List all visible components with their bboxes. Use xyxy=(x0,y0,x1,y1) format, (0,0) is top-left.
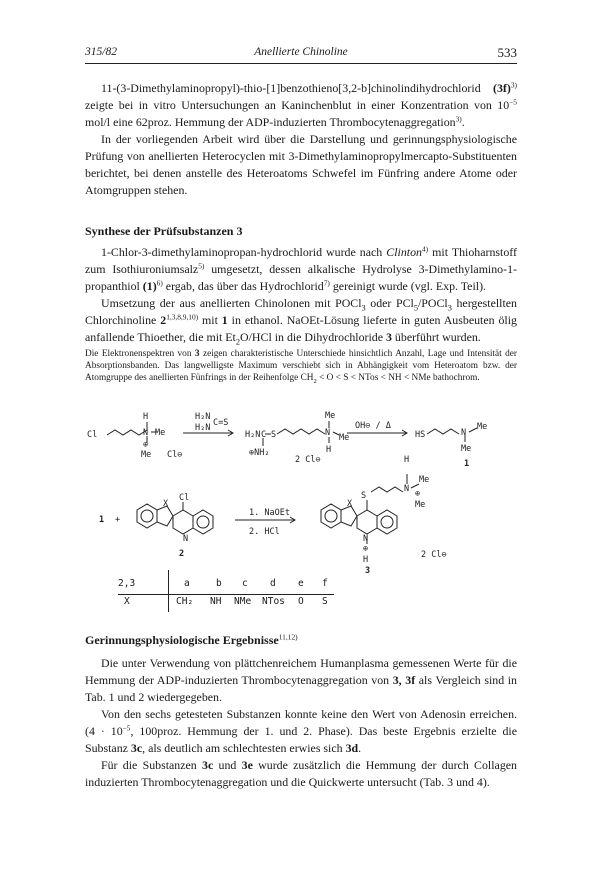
sulfur-label: S xyxy=(271,430,277,440)
methyl-label: Me xyxy=(325,411,336,421)
compound-label: 1 xyxy=(99,515,105,525)
counter-ion: 2 Cl⊖ xyxy=(295,455,321,465)
text: , als deutlich am schlechtesten erwies sich xyxy=(142,741,346,755)
chlorine-label: Cl xyxy=(179,493,190,503)
methyl-label: Me xyxy=(461,444,472,454)
citation: 7) xyxy=(323,278,330,288)
table-row-label: X xyxy=(124,596,130,607)
header-rule xyxy=(85,63,517,64)
nitrogen-label: N xyxy=(143,428,149,438)
positive-charge: ⊕ xyxy=(415,489,421,499)
citation: 3) xyxy=(455,114,462,124)
pharmacology-paragraph-1 xyxy=(85,655,517,706)
section-heading-pharmacology xyxy=(85,633,298,648)
punctuation: . xyxy=(461,115,465,129)
reaction-scheme xyxy=(85,410,517,574)
heteroatom-x: X xyxy=(347,499,353,509)
thiourea-amine: H₂N xyxy=(195,412,211,422)
compound-label: (3f) xyxy=(493,81,511,95)
chain-bond xyxy=(277,429,325,434)
plus-sign: + xyxy=(115,515,121,525)
table-cell: O xyxy=(298,596,304,607)
text: als Vergleich sind in Tab. 1 und 2 wiedergegeben. xyxy=(85,673,517,704)
methyl-label: Me xyxy=(141,450,152,460)
running-header xyxy=(85,46,517,62)
heading-text: Synthese der Prüfsubstanzen xyxy=(85,224,237,238)
text: überführt wurden. xyxy=(391,330,481,344)
table-cell: NMe xyxy=(234,596,252,607)
text: oder PCl xyxy=(365,296,414,310)
isothiuronium-amine: H₂N xyxy=(245,430,261,440)
citation: 4) xyxy=(421,244,429,254)
compound-label: 3, 3f xyxy=(392,673,416,687)
table-head-label: 2,3 xyxy=(118,578,136,589)
table-letter: c xyxy=(242,578,248,589)
exponent: −5 xyxy=(122,723,131,733)
compound-label: (1) xyxy=(142,279,157,293)
compound-label: 1 xyxy=(464,459,470,469)
heteroatom-x: X xyxy=(163,499,169,509)
chlorine-label: Cl xyxy=(87,430,98,440)
table-cell: CH₂ xyxy=(176,596,194,607)
compound-label: 3e xyxy=(241,758,253,772)
methyl-label: Me xyxy=(415,500,426,510)
journal-reference: 315/82 xyxy=(85,46,117,58)
table-letter: f xyxy=(322,578,328,589)
punctuation: . xyxy=(358,741,362,755)
table-cell: NTos xyxy=(262,596,285,607)
counter-ion: 2 Cl⊖ xyxy=(421,550,447,560)
nitrogen-label: N xyxy=(404,484,410,494)
chloride-anion: Cl⊖ xyxy=(167,450,183,460)
subscript: 3 xyxy=(447,303,452,313)
synthesis-paragraph-2 xyxy=(85,295,517,346)
chain-bond xyxy=(107,430,147,435)
page-number: 533 xyxy=(497,45,517,60)
compound-name: 11-(3-Dimethylaminopropyl)-thio-[1]benzothieno[3,2-b]chinolindihydrochlorid xyxy=(101,81,481,95)
pharmacology-paragraph-2 xyxy=(85,706,517,757)
synthesis-section xyxy=(85,244,517,346)
intro-paragraph-1 xyxy=(85,80,517,131)
methyl-label: Me xyxy=(419,475,430,485)
intro-text: zeigte bei in vitro Untersuchungen an Kaninchenblut in einer Konzentration von 10 xyxy=(85,98,510,112)
text: < O < S < NTos < NH < NMe bathochrom. xyxy=(316,373,480,384)
citation: 6) xyxy=(156,278,163,288)
text: umgesetzt, dessen alkalische Hydrolyse 3-Dimethylamino-1-propanthiol xyxy=(85,262,517,293)
compound-label: 3 xyxy=(365,566,371,574)
table-body-row xyxy=(118,594,418,612)
methyl-label: Me xyxy=(477,422,488,432)
citation: 11,12) xyxy=(278,632,298,642)
compound-label: 3d xyxy=(345,741,359,755)
synthesis-paragraph-1 xyxy=(85,244,517,295)
text: , 100proz. Hemmung der 1. und 2. Phase). Das beste Ergebnis erzielte die Substanz xyxy=(85,724,517,755)
compound-label: 3c xyxy=(130,741,143,755)
pharmacology-paragraph-3 xyxy=(85,757,517,791)
sulfur-label: S xyxy=(361,491,367,501)
chain-bond xyxy=(427,429,459,434)
hydrogen-label: H xyxy=(326,445,332,455)
thiol-label: HS xyxy=(415,430,426,440)
text: O/HCl in die Dihydrochloride xyxy=(240,330,386,344)
subscript: 5 xyxy=(413,303,418,313)
intro-paragraph-2: In der vorliegenden Arbeit wird über die Darstellung und gerinnungsphysiologische Prüfung von anellierten Heterocyclen mit 3-Dimethylaminopropylmercapto-Substituenten berichtet, bei denen anstelle des Heteroatoms Schwefel im Fünfring andere Atome oder Atomgruppen stehen. xyxy=(85,132,517,197)
table-letter: e xyxy=(298,578,304,589)
hydrogen-label: H xyxy=(363,555,369,565)
positive-charge: ⊕ xyxy=(143,440,149,450)
heading-text: Gerinnungsphysiologische Ergebnisse xyxy=(85,633,279,647)
pharmacology-section xyxy=(85,655,517,791)
text: zeigen charakteristische Unterschiede hinsichtlich Anzahl, Lage und Intensität der Absorptionsbanden. Das langwelligste Maximum verschiebt sich in Abhängigkeit vom Heteroatom bzw. der Atomgruppe des anellierten Fünfrings in der Reihenfolge CH xyxy=(85,349,517,384)
subscript: 2 xyxy=(235,337,241,347)
text: mit xyxy=(198,313,222,327)
table-letter: a xyxy=(184,578,190,589)
text: Umsetzung der aus anellierten Chinolonen mit POCl xyxy=(101,296,362,310)
subscript: 3 xyxy=(361,303,366,313)
methyl-label: Me xyxy=(155,428,166,438)
heading-number: 3 xyxy=(236,224,243,238)
spectra-note xyxy=(85,348,517,385)
compound-label: 3 xyxy=(194,349,200,359)
compound-label: 2 xyxy=(160,313,167,327)
compound-label: 3c xyxy=(202,758,214,772)
chloroquinoline-structure xyxy=(137,502,213,534)
author-name: Clinton xyxy=(386,245,422,259)
methyl-label: Me xyxy=(339,433,350,443)
citation: 3) xyxy=(510,80,517,90)
text: Die Elektronenspektren von xyxy=(85,349,195,359)
citation: 5) xyxy=(198,261,205,271)
text: 1-Chlor-3-dimethylaminopropan-hydrochlorid wurde nach xyxy=(101,245,387,259)
text: hergestellten Chlorchinoline xyxy=(85,296,518,327)
text: wurde zusätzlich die Hemmung der durch Collagen induzierten Thrombocytenaggregation und die Quickwerte untersucht (Tab. 3 und 4). xyxy=(85,758,517,789)
positive-charge: ⊕ xyxy=(363,544,369,554)
text: in ethanol. NaOEt-Lösung lieferte in guten Ausbeuten ölig anfallende Thioether, die mit Et xyxy=(85,313,517,344)
text: ergab, das über das Hydrochlorid xyxy=(162,279,324,293)
table-cell: NH xyxy=(210,596,222,607)
spectra-note-text xyxy=(85,348,517,385)
text: mit Thioharnstoff zum Isothiuroniumsalz xyxy=(85,245,517,276)
reagent-step-1: 1. NaOEt xyxy=(249,508,290,518)
hydrolysis-reagent: OH⊖ / Δ xyxy=(355,421,391,431)
text: Von den sechs getesteten Substanzen konnte keine den Wert von Adenosin erreichen. (4 · 10 xyxy=(85,707,517,738)
compound-label: 3 xyxy=(386,330,392,344)
table-header-row xyxy=(118,576,418,594)
hydrogen-label: H xyxy=(143,412,149,422)
nitrogen-label: N xyxy=(461,428,467,438)
text: Die unter Verwendung von plättchenreichem Humanplasma gemessenen Werte für die Hemmung der ADP-induzierten Thrombocytenaggregation von xyxy=(85,656,517,687)
text: gereinigt wurde (vgl. Exp. Teil). xyxy=(329,279,487,293)
carbon-label: C xyxy=(261,430,267,440)
thiourea-thione: C=S xyxy=(213,418,229,428)
text: und xyxy=(213,758,242,772)
table-letter: d xyxy=(270,578,276,589)
nitrogen-label: N xyxy=(325,428,331,438)
subscript: 2 xyxy=(313,378,317,386)
iminium-label: ⊕NH₂ xyxy=(249,448,270,458)
compound-label: 2 xyxy=(179,549,185,559)
section-heading-synthesis xyxy=(85,224,242,239)
text: /POCl xyxy=(417,296,448,310)
nitrogen-label: N xyxy=(183,534,189,544)
compound-label: 1 xyxy=(221,313,228,327)
nitrogen-label: N xyxy=(363,534,369,544)
substituent-table xyxy=(118,576,418,612)
citation: 1,3,8,9,10) xyxy=(166,312,199,322)
hydrogen-label: H xyxy=(404,455,410,465)
table-letter: b xyxy=(216,578,222,589)
text: Für die Substanzen xyxy=(101,758,203,772)
intro-section xyxy=(85,80,517,199)
exponent: −5 xyxy=(509,97,517,107)
reagent-step-2: 2. HCl xyxy=(249,527,280,537)
table-cell: S xyxy=(322,596,328,607)
intro-text: mol/l eine 62proz. Hemmung der ADP-induzierten Thrombocytenaggregation xyxy=(85,115,456,129)
running-title: Anellierte Chinoline xyxy=(254,46,348,58)
thiourea-amine: H₂N xyxy=(195,423,211,433)
